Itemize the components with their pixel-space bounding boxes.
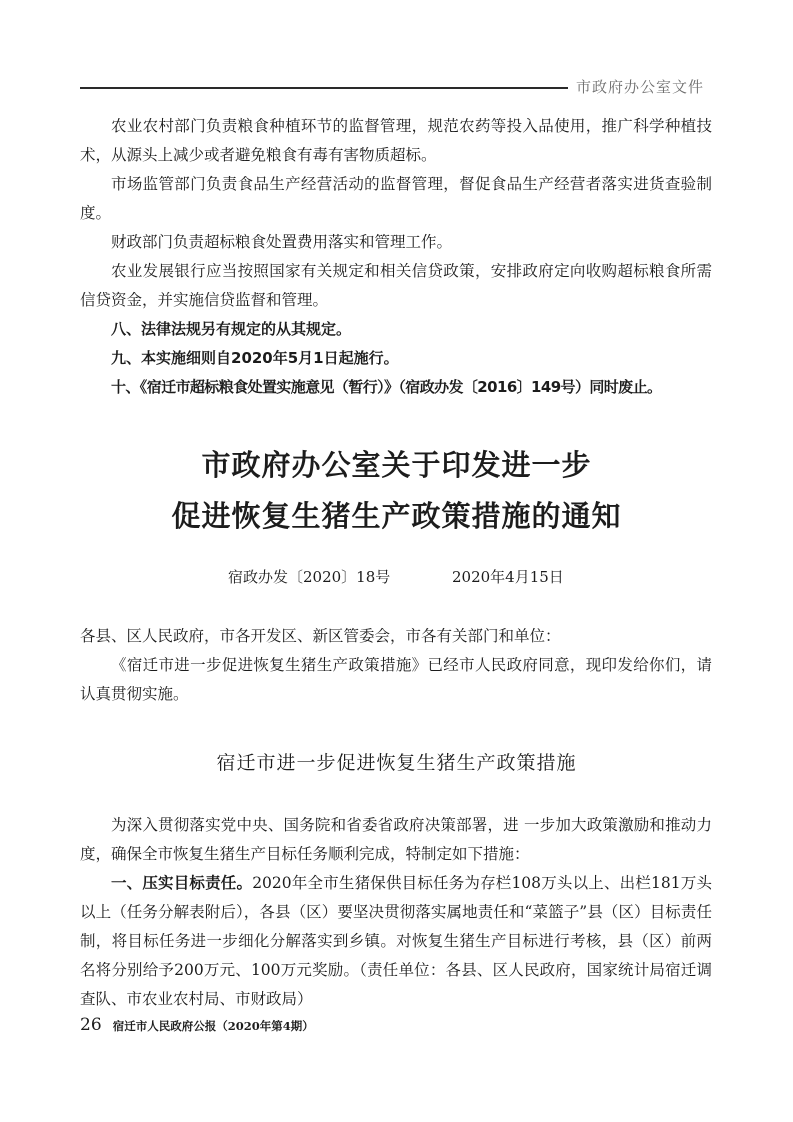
previous-section xyxy=(80,112,712,402)
page-footer xyxy=(80,1015,314,1035)
measures-title: 宿迁市进一步促进恢复生猪生产政策措施 xyxy=(216,752,577,774)
clause-10: 十、《宿迁市超标粮食处置实施意见（暂行）》（宿政办发〔2016〕149号）同时废止。 xyxy=(111,378,662,396)
measure-item-1 xyxy=(80,869,712,1014)
paragraph: 市场监管部门负责食品生产经营活动的监督管理，督促食品生产经营者落实进货查验制度。 xyxy=(80,175,712,222)
clause-9: 九、本实施细则自2020年5月1日起施行。 xyxy=(111,349,399,367)
measures-body xyxy=(80,811,712,1014)
document-date: 2020年4月15日 xyxy=(452,568,564,586)
measure-item-1-text: 2020年全市生猪保供目标任务为存栏108万头以上、出栏181万头以上（任务分解表附后），各县（区）要坚决贯彻落实属地责任和“菜篮子”县（区）目标责任制，将目标任务进一步细化分解落实到乡镇。对恢复生猪生产目标进行考核，县（区）前两名将分别给予200万元、100万元奖励。（责任单位：各县、区人民政府，国家统计局宿迁调查队、市农业农村局、市财政局） xyxy=(80,874,712,1008)
paragraph: 农业发展银行应当按照国家有关规定和相关信贷政策，安排政府定向收购超标粮食所需信贷资金，并实施信贷监督和管理。 xyxy=(80,262,712,309)
measures-intro: 为深入贯彻落实党中央、国务院和省委省政府决策部署，进 一步加大政策激励和推动力度，确保全市恢复生猪生产目标任务顺利完成，特制定如下措施： xyxy=(80,816,712,863)
page-number: 26 xyxy=(80,1015,102,1035)
header-label: 市政府办公室文件 xyxy=(576,78,705,96)
notice-body xyxy=(80,622,712,709)
paragraph: 农业农村部门负责粮食种植环节的监督管理，规范农药等投入品使用，推广科学种植技术，从源头上减少或者避免粮食有毒有害物质超标。 xyxy=(80,117,712,164)
publication-title: 宿迁市人民政府公报（2020年第4期） xyxy=(112,1019,314,1033)
notice-paragraph: 《宿迁市进一步促进恢复生猪生产政策措施》已经市人民政府同意，现印发给你们，请认真贯彻实施。 xyxy=(80,656,712,703)
addressee: 各县、区人民政府，市各开发区、新区管委会，市各有关部门和单位： xyxy=(80,627,561,645)
notice-title-line-2: 促进恢复生猪生产政策措施的通知 xyxy=(171,499,622,533)
header-rule xyxy=(80,87,568,89)
paragraph: 财政部门负责超标粮食处置费用落实和管理工作。 xyxy=(111,233,453,251)
document-number: 宿政办发〔2020〕18号 xyxy=(228,568,391,586)
measure-item-1-lead: 一、压实目标责任。 xyxy=(111,874,253,892)
clause-8: 八、法律法规另有规定的从其规定。 xyxy=(111,320,352,338)
notice-title-line-1: 市政府办公室关于印发进一步 xyxy=(201,448,592,482)
